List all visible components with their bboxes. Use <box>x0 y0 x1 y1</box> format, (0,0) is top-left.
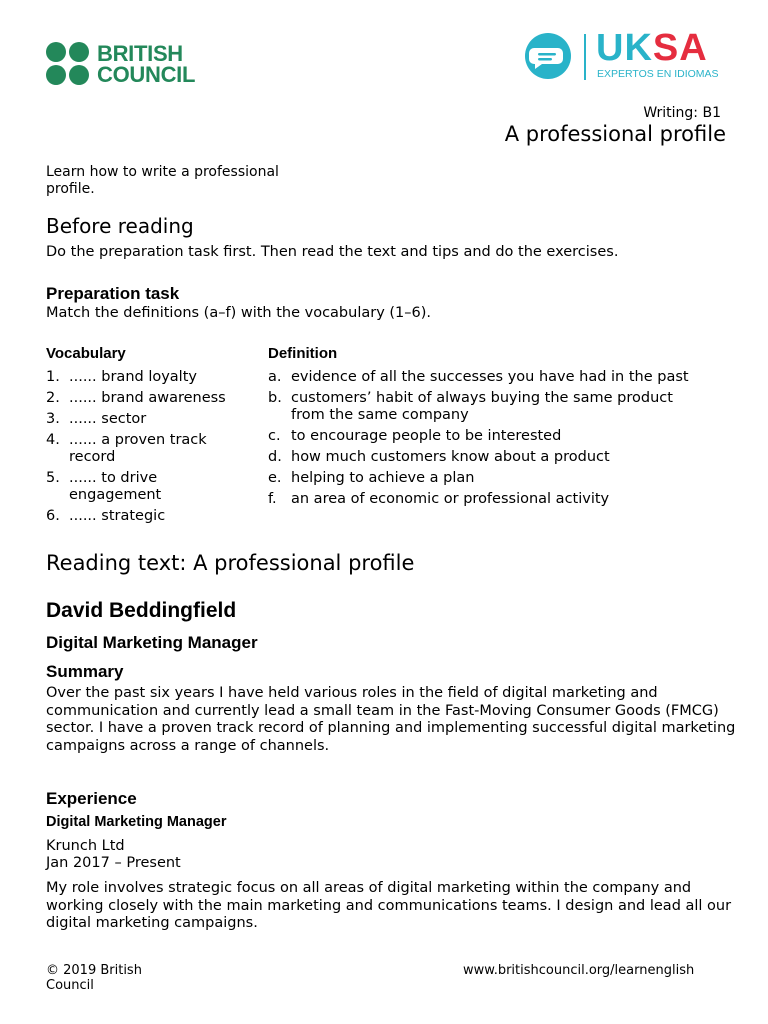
list-item <box>46 369 261 386</box>
vocabulary-list <box>46 369 261 525</box>
list-item <box>46 390 261 407</box>
item-number: 1. <box>46 369 60 385</box>
item-number: 3. <box>46 411 60 427</box>
uksa-sa-text: SA <box>652 27 708 69</box>
list-item <box>46 508 261 525</box>
item-text: how much customers know about a product <box>291 449 610 465</box>
vocabulary-column-heading: Vocabulary <box>46 345 126 362</box>
item-letter: a. <box>268 369 282 385</box>
before-reading-heading: Before reading <box>46 214 194 238</box>
reading-heading: Reading text: A professional profile <box>46 551 415 575</box>
bc-logo-line-2: COUNCIL <box>97 61 196 87</box>
prep-task-instruction: Match the definitions (a–f) with the vocabulary (1–6). <box>46 305 432 321</box>
item-number: 6. <box>46 508 60 524</box>
item-letter: c. <box>268 428 281 444</box>
item-number: 5. <box>46 470 60 486</box>
item-number: 4. <box>46 432 60 448</box>
item-text: evidence of all the successes you have had in the past <box>291 369 689 385</box>
item-text: ...... sector <box>69 411 147 427</box>
bc-dots-icon <box>46 42 89 85</box>
list-item <box>46 470 261 504</box>
item-text: ...... to drive engagement <box>69 470 162 503</box>
document-title: A professional profile <box>504 122 726 146</box>
item-text: ...... brand awareness <box>69 390 226 406</box>
uksa-uk-text: UK <box>596 27 653 69</box>
uksa-wordmark <box>596 28 708 68</box>
experience-company: Krunch Ltd <box>46 838 125 854</box>
definition-column-heading: Definition <box>268 345 338 362</box>
footer-copyright: © 2019 British Council <box>46 963 142 993</box>
item-text: ...... brand loyalty <box>69 369 197 385</box>
definition-list <box>268 369 698 508</box>
before-reading-text: Do the preparation task first. Then read the text and tips and do the exercises. <box>46 244 619 260</box>
uksa-logo <box>521 27 736 82</box>
bc-logo-text <box>97 40 196 87</box>
list-item <box>46 411 261 428</box>
list-item <box>268 390 698 424</box>
logo-divider <box>584 34 586 80</box>
item-text: customers’ habit of always buying the same product from the same company <box>291 390 673 423</box>
british-council-logo <box>46 42 195 85</box>
list-item <box>46 432 261 466</box>
list-item <box>268 470 698 487</box>
experience-dates: Jan 2017 – Present <box>46 855 181 871</box>
profile-name: David Beddingfield <box>46 599 237 622</box>
experience-description: My role involves strategic focus on all areas of digital marketing within the company and working closely with the main marketing and communications teams. I design and lead all our digital marketing campaigns. <box>46 880 732 931</box>
item-text: helping to achieve a plan <box>291 470 475 486</box>
item-text: to encourage people to be interested <box>291 428 562 444</box>
summary-heading: Summary <box>46 662 124 681</box>
item-letter: b. <box>268 390 282 406</box>
list-item <box>268 369 698 386</box>
prep-task-heading: Preparation task <box>46 284 180 303</box>
item-letter: e. <box>268 470 282 486</box>
profile-job-title: Digital Marketing Manager <box>46 633 258 652</box>
item-text: ...... strategic <box>69 508 166 524</box>
item-text: ...... a proven track record <box>69 432 207 465</box>
item-number: 2. <box>46 390 60 406</box>
uksa-tagline: EXPERTOS EN IDIOMAS <box>597 68 719 80</box>
level-label: Writing: B1 <box>643 105 721 121</box>
experience-role: Digital Marketing Manager <box>46 814 227 830</box>
experience-heading: Experience <box>46 789 137 808</box>
list-item <box>268 428 698 445</box>
item-text: an area of economic or professional activity <box>291 491 610 507</box>
speech-bubble-icon <box>521 32 575 80</box>
summary-text: Over the past six years I have held various roles in the field of digital marketing and communication and currently lead a small team in the Fast-Moving Consumer Goods (FMCG) sector. I have a proven track record of planning and implementing successful digital marketing campaigns across a range of channels. <box>46 685 736 754</box>
item-letter: d. <box>268 449 282 465</box>
list-item <box>268 491 698 508</box>
footer-url[interactable]: www.britishcouncil.org/learnenglish <box>463 963 695 978</box>
intro-text: Learn how to write a professional profile. <box>46 164 279 197</box>
list-item <box>268 449 698 466</box>
item-letter: f. <box>268 491 277 507</box>
bc-logo-line-1: BRITISH <box>97 40 183 66</box>
